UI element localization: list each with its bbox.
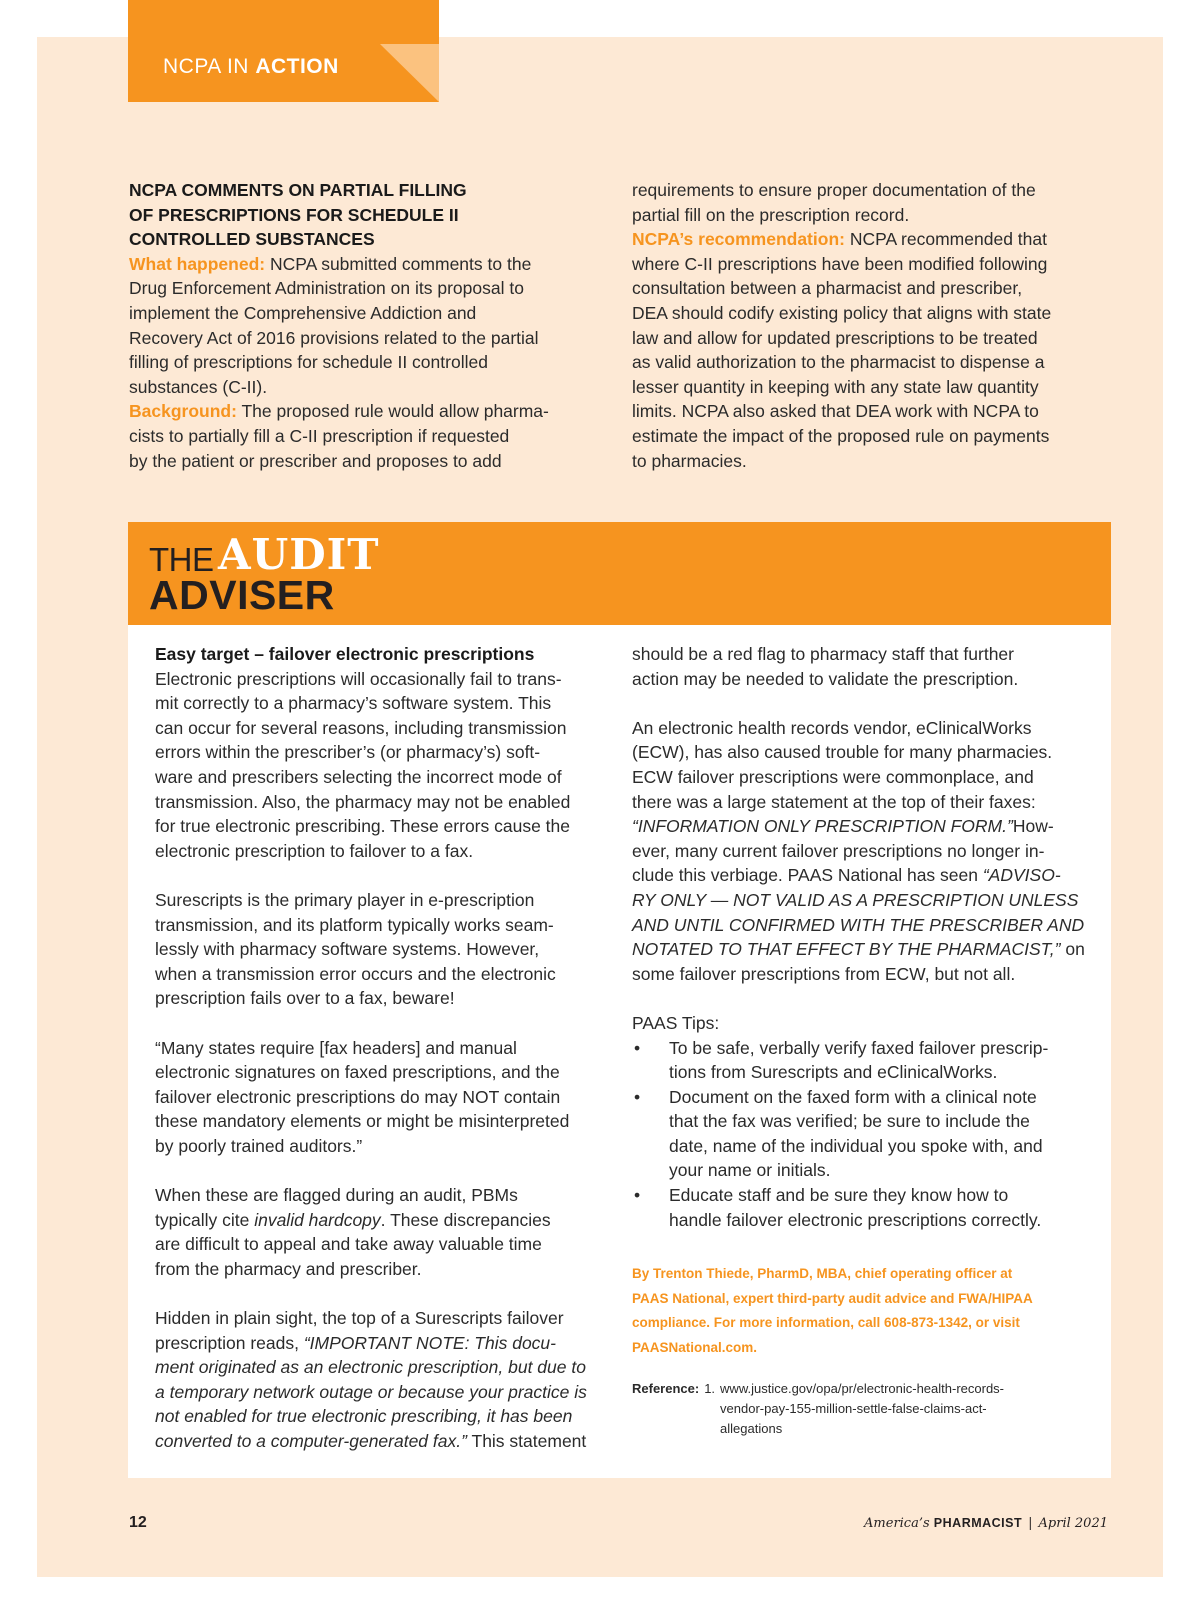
paas-tips-list: [632, 1036, 1092, 1233]
author-byline: By Trenton Thiede, PharmD, MBA, chief operating officer at PAAS National, expert third-party audit advice and FWA/HIPAA compliance. For more information, call 608-873-1342, or visit PAASNational.com.: [632, 1266, 1033, 1356]
recommendation-paragraph: NCPA’s recommendation: NCPA recommended that where C-II prescriptions have been modified following consultation between a pharmacist and prescriber, DEA should codify existing policy that aligns with state law and allow for updated prescriptions to be treated as valid authorization to the pharmacist to dispense a lesser quantity in keeping with any state law quantity limits. NCPA also asked that DEA work with NCPA to estimate the impact of the proposed rule on payments to pharmacies.: [632, 229, 1052, 471]
ncpa-article-right-column: requirements to ensure proper documentation of the partial fill on the prescription record. NCPA’s recommendation: NCPA recommended that where C-II prescriptions have been modified following consultation between a pharmacist and prescriber, DEA should codify existing policy that aligns with state law and allow for updated prescriptions to be treated as valid authorization to the pharmacist to dispense a lesser quantity in keeping with any state law quantity limits. NCPA also asked that DEA work with NCPA to estimate the impact of the proposed rule on payments to pharmacies.: [632, 178, 1112, 473]
reference-url[interactable]: www.justice.gov/opa/pr/electronic-health-records- vendor-pay-155-million-settle-false-claims-act- allegations: [720, 1380, 1005, 1436]
banner-word-adviser: ADVISER: [149, 572, 335, 618]
audit-right-column: [632, 642, 1092, 1439]
audit-paragraph-2: Surescripts is the primary player in e-prescription transmission, and its platform typically works seam- lessly with pharmacy software systems. However, when a transmission error occurs and the electronic prescription fails over to a fax, beware!: [155, 889, 556, 1009]
audit-left-column: [155, 642, 610, 1454]
banner-word-audit: AUDIT: [218, 530, 380, 579]
tab-fold-corner: [380, 44, 439, 102]
publication-footer: America’s PHARMACIST | April 2021: [864, 1516, 1108, 1531]
audit-continuation: should be a red flag to pharmacy staff that further action may be needed to validate the prescription.: [632, 644, 1019, 689]
audit-paragraph-5: Hidden in plain sight, the top of a Surescripts failover prescription reads, “IMPORTANT NOTE: This docu- ment originated as an electronic prescription, but due to a temporary network outage or because your practice is not enabled for true electronic prescribing, it has been converted to a computer-generated fax.” This statement: [155, 1308, 587, 1451]
paas-tips-title: PAAS Tips:: [632, 1012, 720, 1033]
audit-paragraph-4: When these are flagged during an audit, PBMs typically cite invalid hardcopy. These discrepancies are difficult to appeal and take away valuable time from the pharmacy and prescriber.: [155, 1185, 551, 1279]
section-tab-label: NCPA IN ACTION: [163, 55, 339, 78]
tip-item: • To be safe, verbally verify faxed failover prescrip- tions from Surescripts and eClinicalWorks.: [632, 1036, 1092, 1085]
reference-block: Reference: 1. www.justice.gov/opa/pr/electronic-health-records- vendor-pay-155-million-settle-false-claims-act- allegations: [632, 1379, 1092, 1439]
audit-heading: Easy target – failover electronic prescriptions: [155, 644, 535, 664]
audit-quote-paragraph: “Many states require [fax headers] and manual electronic signatures on faxed prescriptions, and the failover electronic prescriptions do may NOT contain these mandatory elements or might be misinterpreted by poorly trained auditors.”: [155, 1037, 570, 1156]
tip-item: • Document on the faxed form with a clinical note that the fax was verified; be sure to include the date, name of the individual you spoke with, and your name or initials.: [632, 1085, 1092, 1183]
banner-word-the: THE: [149, 541, 214, 578]
what-happened-paragraph: What happened: NCPA submitted comments to the Drug Enforcement Administration on its proposal to implement the Comprehensive Addiction and Recovery Act of 2016 provisions related to the partial filling of prescriptions for schedule II controlled substances (C-II).: [129, 253, 539, 397]
ncpa-article-heading: NCPA COMMENTS ON PARTIAL FILLING OF PRESCRIPTIONS FOR SCHEDULE II CONTROLLED SUBSTANCES: [129, 180, 467, 250]
background-paragraph: Background: The proposed rule would allow pharma- cists to partially fill a C-II prescription if requested by the patient or prescriber and proposes to add: [129, 401, 549, 471]
ncpa-article-left-column: [129, 178, 597, 473]
page-number: 12: [129, 1514, 147, 1531]
ecw-paragraph: An electronic health records vendor, eClinicalWorks (ECW), has also caused trouble for many pharmacies. ECW failover prescriptions were commonplace, and there was a large statement at the top of their faxes: “INFORMATION ONLY PRESCRIPTION FORM.”How- ever, many current failover prescriptions no longer in- clude this verbiage. PAAS National has seen “ADVISO- RY ONLY — NOT VALID AS A PRESCRIPTION UNLESS AND UNTIL CONFIRMED WITH THE PRESCRIBER AND NOTATED TO THAT EFFECT BY THE PHARMACIST,” on some failover prescriptions from ECW, but not all.: [632, 717, 1085, 984]
tip-item: • Educate staff and be sure they know how to handle failover electronic prescriptions correctly.: [632, 1183, 1092, 1232]
audit-paragraph-1: Electronic prescriptions will occasionally fail to trans- mit correctly to a pharmacy’s software system. This can occur for several reasons, including transmission errors within the prescriber’s (or pharmacy’s) soft- ware and prescribers selecting the incorrect mode of transmission. Also, the pharmacy may not be enabled for true electronic prescribing. These errors cause the electronic prescription to failover to a fax.: [155, 668, 571, 861]
